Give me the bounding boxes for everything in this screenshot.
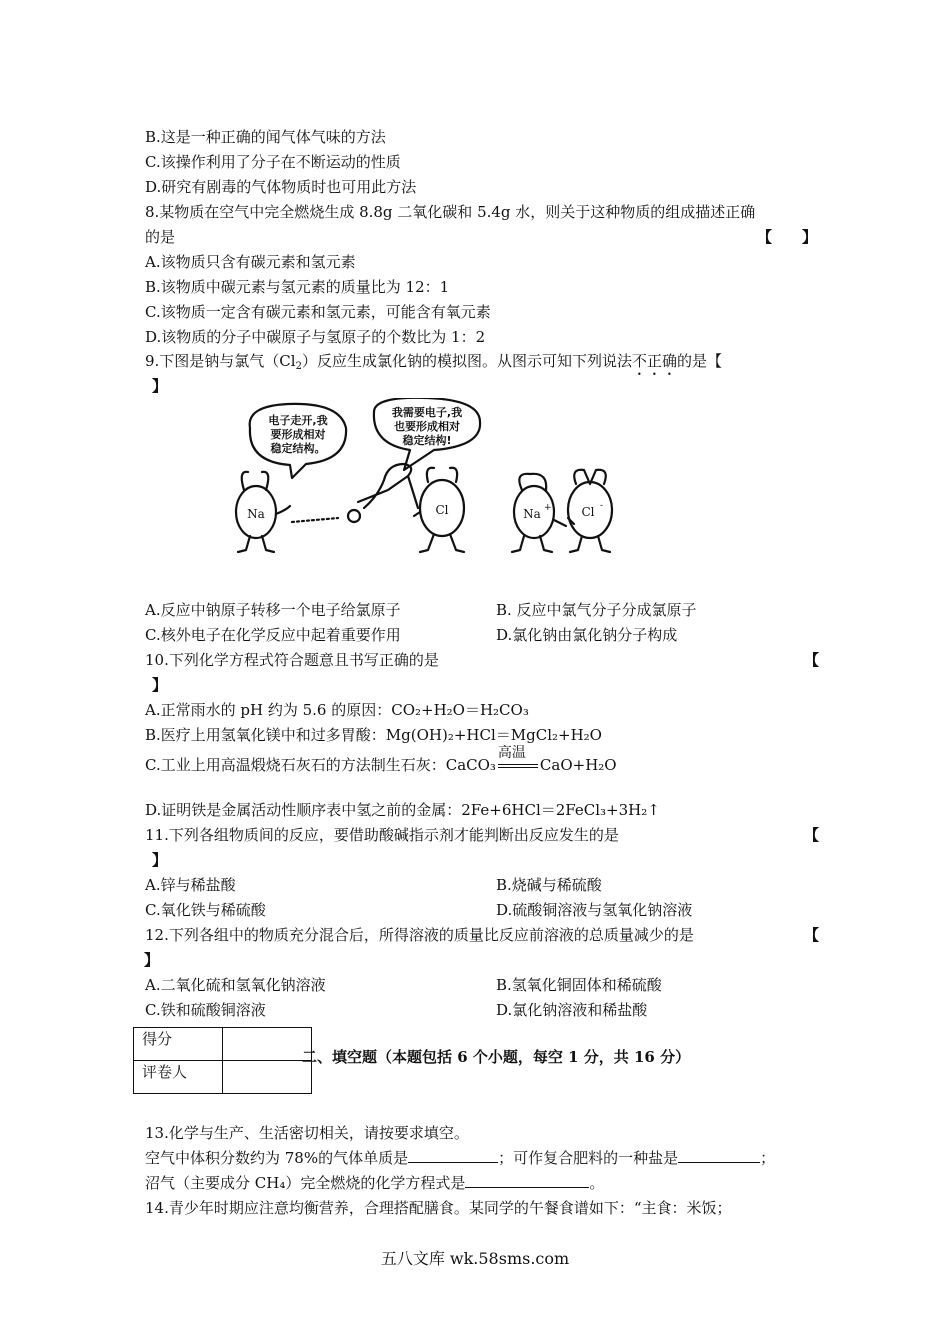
page-footer: 五八文库 wk.58sms.com (380, 1249, 570, 1268)
q13-blank-2[interactable] (678, 1148, 760, 1163)
na-ion-charge: + (544, 503, 552, 513)
bubble-right-text-3: 稳定结构! (402, 434, 452, 447)
q7-option-d: D.研究有剧毒的气体物质时也可用此方法 (145, 178, 417, 196)
q8-stem-continued: 的是 (145, 228, 176, 246)
q10-stem: 10.下列化学方程式符合题意且书写正确的是 (145, 651, 439, 669)
q10-condition-text: 高温 (497, 745, 526, 761)
na-ion-label: Na (523, 507, 541, 521)
q10-reaction-condition (496, 745, 540, 775)
q11-bracket-open: 【 (804, 826, 820, 844)
q13-line-1-a: 空气中体积分数约为 78%的气体单质是 (145, 1149, 409, 1167)
q12-bracket-open: 【 (804, 926, 820, 944)
q8-option-c: C.该物质一定含有碳元素和氢元素，可能含有氧元素 (145, 303, 491, 321)
q10-option-c-post: CaO+H₂O (539, 756, 617, 774)
q9-option-d: D.氯化钠由氯化钠分子构成 (496, 626, 678, 644)
grader-cell (223, 1061, 312, 1094)
q8-option-a: A.该物质只含有碳元素和氢元素 (145, 253, 356, 271)
bubble-left-text-3: 稳定结构。 (270, 442, 326, 455)
q8-answer-bracket: 【 】 (757, 228, 818, 246)
q9-stem (145, 351, 722, 379)
q9-stem-mid: ）反应生成氯化钠的模拟图。从图示可知下列说法 (301, 352, 632, 370)
q11-option-b: B.烧碱与稀硫酸 (496, 876, 602, 894)
q12-option-d: D.氯化钠溶液和稀盐酸 (496, 1001, 648, 1019)
q10-option-c-pre: C.工业上用高温煅烧石灰石的方法制生石灰：CaCO₃ (145, 756, 496, 774)
q12-option-a: A.二氧化硫和氢氧化钠溶液 (145, 976, 326, 994)
bubble-right-text-2: 也要形成相对 (394, 420, 460, 433)
bubble-right-text-1: 我需要电子,我 (391, 406, 463, 419)
q13-stem: 13.化学与生产、生活密切相关，请按要求填空。 (145, 1124, 469, 1142)
q11-option-d: D.硫酸铜溶液与氢氧化钠溶液 (496, 901, 693, 919)
q9-option-b: B. 反应中氯气分子分成氯原子 (496, 601, 697, 619)
q12-stem: 12.下列各组中的物质充分混合后，所得溶液的质量比反应前溶液的总质量减少的是 (145, 926, 694, 944)
q13-blank-1[interactable] (408, 1148, 498, 1163)
cl-atom-label: Cl (435, 503, 449, 517)
q12-bracket-close: 】 (144, 951, 160, 969)
score-table (133, 1027, 312, 1094)
q9-stem-subscript: 2 (295, 361, 302, 372)
q8-stem: 8.某物质在空气中完全燃烧生成 8.8g 二氧化碳和 5.4g 水，则关于这种物质的组成描述正确 (145, 203, 756, 221)
cl-ion-label: Cl (581, 505, 595, 519)
q11-option-a: A.锌与稀盐酸 (145, 876, 236, 894)
q11-option-c: C.氧化铁与稀硫酸 (145, 901, 266, 919)
q10-option-a: A.正常雨水的 pH 约为 5.6 的原因：CO₂+H₂O＝H₂CO₃ (145, 701, 529, 719)
grader-label: 评卷人 (134, 1061, 223, 1094)
q13-line-2 (145, 1173, 604, 1193)
q10-bracket-close: 】 (152, 676, 168, 694)
q11-stem: 11.下列各组物质间的反应，要借助酸碱指示剂才能判断出反应发生的是 (145, 826, 619, 844)
q9-bracket-close: 】 (152, 377, 168, 395)
q13-line-1-b: ；可作复合肥料的一种盐是 (498, 1149, 679, 1167)
q9-stem-emphasis: 不正确 (631, 352, 677, 370)
q9-stem-post: 的是【 (677, 352, 723, 370)
q7-option-c: C.该操作利用了分子在不断运动的性质 (145, 153, 401, 171)
q10-bracket-open: 【 (804, 651, 820, 669)
na-atom-label: Na (247, 507, 265, 521)
score-cell (223, 1028, 312, 1061)
q9-stem-pre: 9.下图是钠与氯气（Cl (145, 352, 296, 370)
q12-option-b: B.氢氧化铜固体和稀硫酸 (496, 976, 662, 994)
bubble-left-text-1: 电子走开,我 (268, 414, 328, 427)
bubble-left-text-2: 要形成相对 (270, 428, 326, 441)
q10-option-c (145, 745, 617, 775)
sodium-chlorine-reaction-illustration (228, 398, 638, 568)
section-two-title: 二、填空题（本题包括 6 个小题，每空 1 分，共 16 分） (302, 1048, 691, 1066)
q12-option-c: C.铁和硫酸铜溶液 (145, 1001, 266, 1019)
score-label: 得分 (134, 1028, 223, 1061)
q13-line-1-c: ； (760, 1149, 776, 1167)
q13-blank-3[interactable] (465, 1173, 589, 1188)
q13-line-1 (145, 1148, 775, 1168)
q10-option-b: B.医疗上用氢氧化镁中和过多胃酸：Mg(OH)₂+HCl＝MgCl₂+H₂O (145, 726, 602, 744)
cl-ion-charge: - (600, 501, 604, 511)
q13-line-2-b: 。 (589, 1174, 605, 1192)
q8-option-d: D.该物质的分子中碳原子与氢原子的个数比为 1：2 (145, 328, 486, 346)
q9-option-c: C.核外电子在化学反应中起着重要作用 (145, 626, 401, 644)
q14-stem: 14.青少年时期应注意均衡营养，合理搭配膳食。某同学的午餐食谱如下：“主食：米饭； (145, 1199, 732, 1217)
q8-option-b: B.该物质中碳元素与氢元素的质量比为 12：1 (145, 278, 450, 296)
q10-option-d: D.证明铁是金属活动性顺序表中氢之前的金属：2Fe+6HCl＝2FeCl₃+3H₂↑ (145, 801, 660, 819)
q7-option-b: B.这是一种正确的闻气体气味的方法 (145, 128, 386, 146)
q11-bracket-close: 】 (152, 851, 168, 869)
q13-line-2-a: 沼气（主要成分 CH₄）完全燃烧的化学方程式是 (145, 1174, 466, 1192)
q9-option-a: A.反应中钠原子转移一个电子给氯原子 (145, 601, 401, 619)
